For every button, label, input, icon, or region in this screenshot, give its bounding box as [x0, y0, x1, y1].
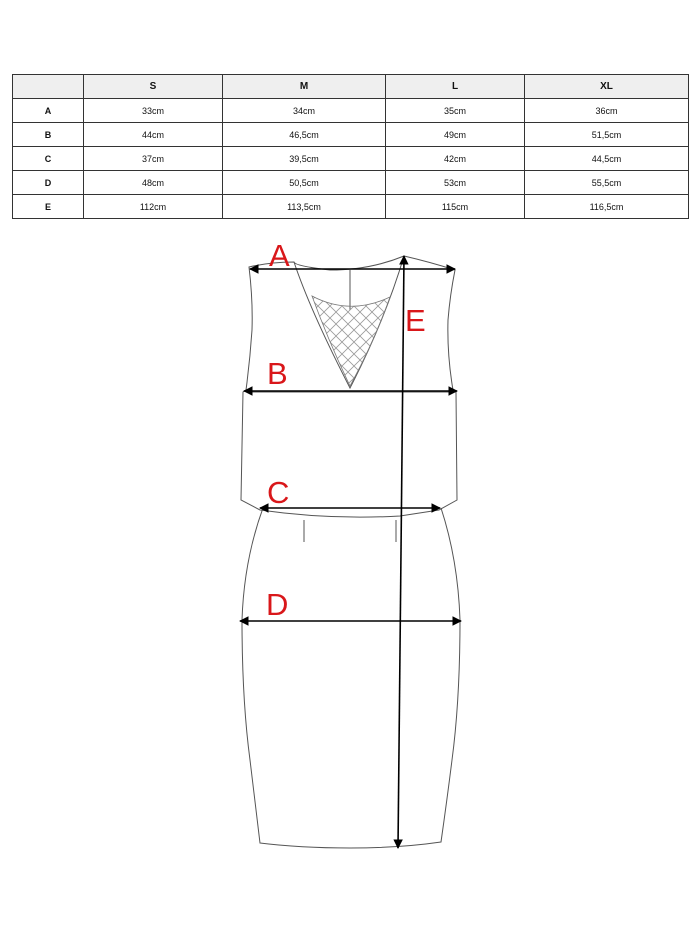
label-c: C: [267, 475, 290, 510]
skirt-outline: [242, 508, 460, 848]
table-cell: 51,5cm: [525, 123, 689, 147]
table-cell: 115cm: [386, 195, 525, 219]
mesh-neckline-insert: [312, 296, 390, 386]
table-cell: 34cm: [223, 99, 386, 123]
table-cell: 39,5cm: [223, 147, 386, 171]
table-cell: 36cm: [525, 99, 689, 123]
header-size-s: S: [84, 75, 223, 99]
row-label: E: [13, 195, 84, 219]
table-cell: 55,5cm: [525, 171, 689, 195]
label-d: D: [266, 587, 289, 622]
table-cell: 35cm: [386, 99, 525, 123]
label-b: B: [267, 356, 288, 391]
header-size-l: L: [386, 75, 525, 99]
table-cell: 37cm: [84, 147, 223, 171]
table-cell: 44,5cm: [525, 147, 689, 171]
row-label: D: [13, 171, 84, 195]
header-size-m: M: [223, 75, 386, 99]
row-label: C: [13, 147, 84, 171]
header-size-xl: XL: [525, 75, 689, 99]
table-cell: 50,5cm: [223, 171, 386, 195]
table-cell: 53cm: [386, 171, 525, 195]
label-a: A: [269, 238, 290, 273]
row-label: B: [13, 123, 84, 147]
table-cell: 112cm: [84, 195, 223, 219]
table-cell: 48cm: [84, 171, 223, 195]
table-cell: 44cm: [84, 123, 223, 147]
table-cell: 42cm: [386, 147, 525, 171]
table-cell: 33cm: [84, 99, 223, 123]
table-cell: 113,5cm: [223, 195, 386, 219]
table-cell: 46,5cm: [223, 123, 386, 147]
label-e: E: [405, 303, 426, 338]
table-cell: 116,5cm: [525, 195, 689, 219]
row-label: A: [13, 99, 84, 123]
table-cell: 49cm: [386, 123, 525, 147]
measure-e-arrow: [398, 256, 404, 848]
